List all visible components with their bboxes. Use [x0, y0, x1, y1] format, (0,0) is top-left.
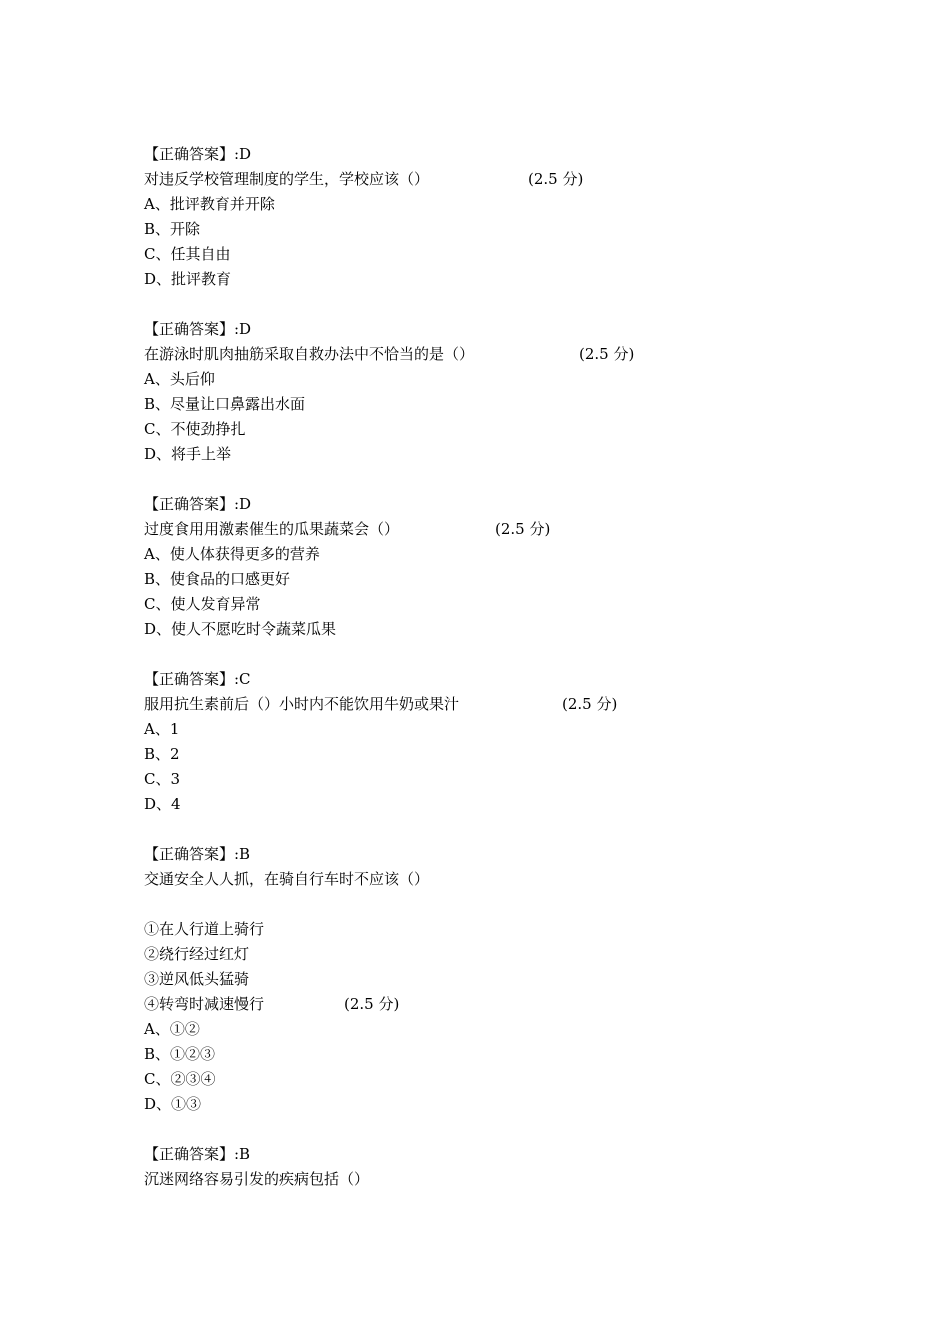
score-label: (2.5 分) — [528, 170, 584, 188]
question-text: 沉迷网络容易引发的疾病包括（） — [144, 1170, 370, 1188]
spacer — [144, 467, 864, 492]
option-d: D、①③ — [144, 1095, 202, 1113]
option-b: B、开除 — [144, 220, 201, 238]
option-a: A、头后仰 — [144, 370, 215, 388]
spacer — [144, 1117, 864, 1142]
correct-answer: 【正确答案】:B — [144, 845, 251, 863]
option-c: C、3 — [144, 770, 181, 788]
option-c: C、②③④ — [144, 1070, 216, 1088]
option-c: C、使人发育异常 — [144, 595, 261, 613]
option-b: B、①②③ — [144, 1045, 216, 1063]
question-text: 在游泳时肌肉抽筋采取自救办法中不恰当的是（） — [144, 345, 475, 363]
option-a: A、1 — [144, 720, 180, 738]
option-b: B、使食品的口感更好 — [144, 570, 291, 588]
option-a: A、①② — [144, 1020, 200, 1038]
correct-answer: 【正确答案】:C — [144, 670, 251, 688]
statement-4: ④转弯时减速慢行 — [144, 995, 265, 1013]
question-text: 过度食用用激素催生的瓜果蔬菜会（） — [144, 520, 400, 538]
statement-2: ②绕行经过红灯 — [144, 945, 250, 963]
correct-answer: 【正确答案】:D — [144, 320, 252, 338]
spacer — [144, 817, 864, 842]
option-c: C、任其自由 — [144, 245, 231, 263]
correct-answer: 【正确答案】:D — [144, 495, 252, 513]
question-line — [144, 342, 864, 367]
question-text: 服用抗生素前后（）小时内不能饮用牛奶或果汁 — [144, 695, 460, 713]
question-text: 对违反学校管理制度的学生，学校应该（） — [144, 170, 430, 188]
option-a: A、使人体获得更多的营养 — [144, 545, 320, 563]
document-page — [144, 142, 864, 1192]
correct-answer: 【正确答案】:B — [144, 1145, 251, 1163]
option-d: D、使人不愿吃时令蔬菜瓜果 — [144, 620, 337, 638]
question-text: 交通安全人人抓，在骑自行车时不应该（） — [144, 870, 430, 888]
score-label: (2.5 分) — [344, 995, 400, 1013]
statement-line — [144, 992, 864, 1017]
score-label: (2.5 分) — [562, 695, 618, 713]
option-d: D、4 — [144, 795, 181, 813]
question-line — [144, 692, 864, 717]
option-a: A、批评教育并开除 — [144, 195, 275, 213]
spacer — [144, 642, 864, 667]
question-line — [144, 167, 864, 192]
option-b: B、尽量让口鼻露出水面 — [144, 395, 306, 413]
option-d: D、批评教育 — [144, 270, 232, 288]
score-label: (2.5 分) — [579, 345, 635, 363]
statement-3: ③逆风低头猛骑 — [144, 970, 250, 988]
statement-1: ①在人行道上骑行 — [144, 920, 265, 938]
spacer — [144, 292, 864, 317]
option-b: B、2 — [144, 745, 180, 763]
score-label: (2.5 分) — [495, 520, 551, 538]
question-line — [144, 517, 864, 542]
spacer — [144, 892, 864, 917]
option-d: D、将手上举 — [144, 445, 232, 463]
option-c: C、不使劲挣扎 — [144, 420, 246, 438]
correct-answer: 【正确答案】:D — [144, 145, 252, 163]
